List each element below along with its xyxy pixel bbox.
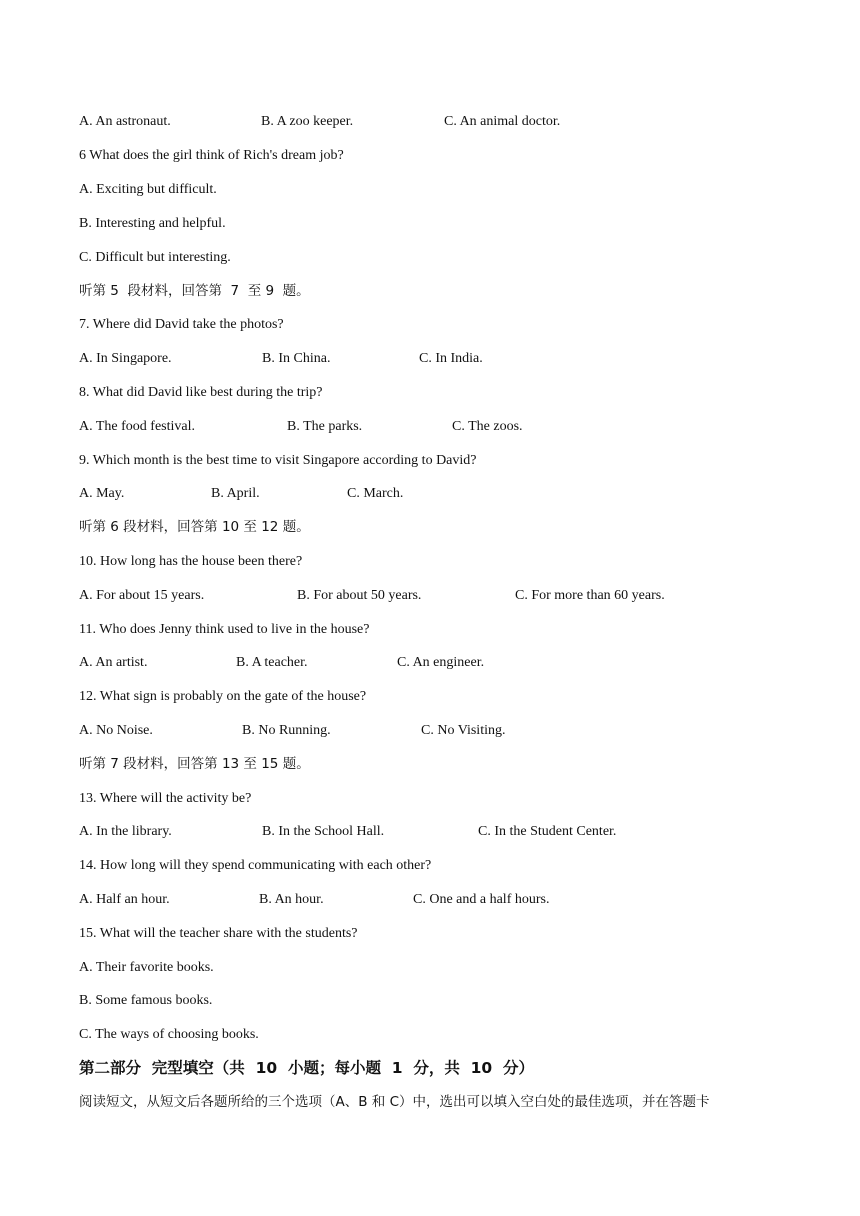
- q6-option-a: A. Exciting but difficult.: [79, 182, 217, 197]
- q10-option-c: C. For more than 60 years.: [515, 588, 665, 603]
- q15-option-a: A. Their favorite books.: [79, 960, 214, 975]
- q9-option-b: B. April.: [211, 486, 260, 501]
- q5-option-c: C. An animal doctor.: [444, 114, 561, 129]
- q11-question: 11. Who does Jenny think used to live in the house?: [79, 622, 370, 637]
- q12-question: 12. What sign is probably on the gate of the house?: [79, 689, 367, 704]
- q14-option-b: B. An hour.: [259, 892, 324, 907]
- q11-option-a: A. An artist.: [79, 655, 148, 670]
- q8-option-a: A. The food festival.: [79, 419, 195, 434]
- q11-option-b: B. A teacher.: [236, 655, 308, 670]
- q10-option-b: B. For about 50 years.: [297, 588, 422, 603]
- q7-option-a: A. In Singapore.: [79, 351, 172, 366]
- q9-option-c: C. March.: [347, 486, 404, 501]
- q13-option-a: A. In the library.: [79, 824, 172, 839]
- q13-option-b: B. In the School Hall.: [262, 824, 385, 839]
- q10-question: 10. How long has the house been there?: [79, 554, 303, 569]
- q6-option-b: B. Interesting and helpful.: [79, 216, 226, 231]
- q8-question: 8. What did David like best during the trip?: [79, 385, 323, 400]
- section-instruction-5: 听第 5 段材料，回答第 7 至 9 题。: [79, 283, 310, 299]
- q12-option-b: B. No Running.: [242, 723, 331, 738]
- q14-option-c: C. One and a half hours.: [413, 892, 550, 907]
- q15-question: 15. What will the teacher share with the students?: [79, 926, 358, 941]
- section-instruction-7: 听第 7 段材料，回答第 13 至 15 题。: [79, 756, 310, 772]
- part2-instructions: 阅读短文，从短文后各题所给的三个选项（A、B 和 C）中，选出可以填入空白处的最佳选项，并在答题卡: [79, 1094, 710, 1110]
- q8-option-b: B. The parks.: [287, 419, 363, 434]
- q9-option-a: A. May.: [79, 486, 125, 501]
- q7-option-c: C. In India.: [419, 351, 483, 366]
- q9-question: 9. Which month is the best time to visit Singapore according to David?: [79, 453, 477, 468]
- q6-option-c: C. Difficult but interesting.: [79, 250, 231, 265]
- q13-option-c: C. In the Student Center.: [478, 824, 617, 839]
- part2-title: 第二部分 完型填空（共 10 小题；每小题 1 分，共 10 分）: [79, 1059, 534, 1077]
- q10-option-a: A. For about 15 years.: [79, 588, 205, 603]
- q13-question: 13. Where will the activity be?: [79, 791, 252, 806]
- q5-option-b: B. A zoo keeper.: [261, 114, 354, 129]
- q15-option-c: C. The ways of choosing books.: [79, 1027, 259, 1042]
- q15-option-b: B. Some famous books.: [79, 993, 213, 1008]
- q12-option-c: C. No Visiting.: [421, 723, 506, 738]
- q6-question: 6 What does the girl think of Rich's dream job?: [79, 148, 344, 163]
- q8-option-c: C. The zoos.: [452, 419, 523, 434]
- q12-option-a: A. No Noise.: [79, 723, 153, 738]
- q7-question: 7. Where did David take the photos?: [79, 317, 284, 332]
- q7-option-b: B. In China.: [262, 351, 331, 366]
- q14-option-a: A. Half an hour.: [79, 892, 170, 907]
- q11-option-c: C. An engineer.: [397, 655, 485, 670]
- section-instruction-6: 听第 6 段材料，回答第 10 至 12 题。: [79, 519, 310, 535]
- q14-question: 14. How long will they spend communicating with each other?: [79, 858, 432, 873]
- q5-option-a: A. An astronaut.: [79, 114, 171, 129]
